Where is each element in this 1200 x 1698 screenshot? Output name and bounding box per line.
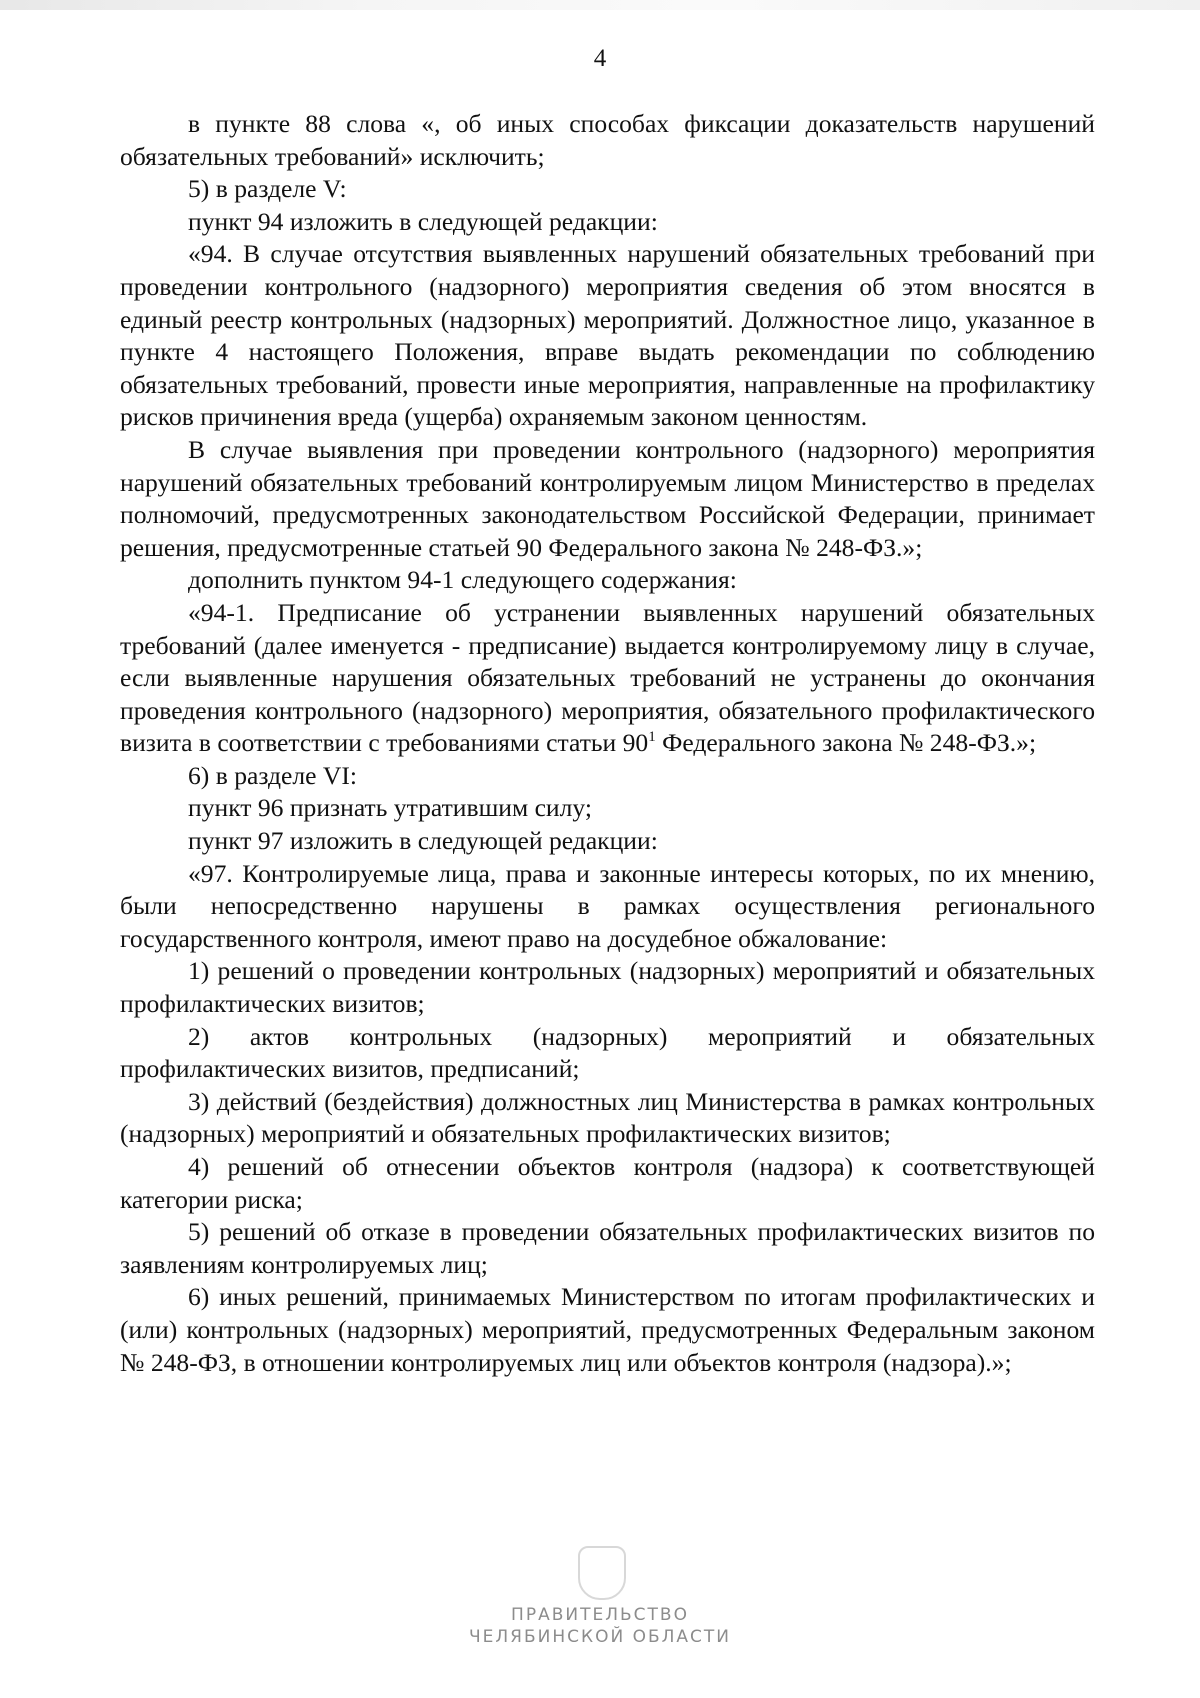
stamp-line-2: ЧЕЛЯБИНСКОЙ ОБЛАСТИ <box>468 1627 732 1647</box>
paragraph: в пункте 88 слова «, об иных способах фиксации доказательств нарушений обязательных требований» исключить; <box>120 109 1095 171</box>
list-item: 5) решений об отказе в проведении обязательных профилактических визитов по заявлениям контролируемых лиц; <box>120 1217 1095 1279</box>
paragraph-text: «94-1. Предписание об устранении выявленных нарушений обязательных требований (далее именуется - предписание) выдается контролируемому лицу в случае, если выявленные нарушения обязательных требований не устранены до окончания проведения контрольного (надзорного) мероприятия, обязательного профилактического визита в соответствии с требованиями статьи 90 <box>120 597 1095 758</box>
paragraph: пункт 97 изложить в следующей редакции: <box>188 826 658 856</box>
scan-edge <box>0 0 1200 10</box>
paragraph: пункт 96 признать утратившим силу; <box>188 793 592 823</box>
paragraph: В случае выявления при проведении контрольного (надзорного) мероприятия нарушений обязательных требований контролируемым лицом Министерство в пределах полномочий, предусмотренных законодательством Российской Федерации, принимает решения, предусмотренные статьей 90 Федерального закона № 248-ФЗ.»; <box>120 434 1095 562</box>
list-item: 6) иных решений, принимаемых Министерством по итогам профилактических и (или) контрольных (надзорных) мероприятий, предусмотренных Федеральным законом № 248-ФЗ, в отношении контролируемых лиц или объектов контроля (надзора).»; <box>120 1282 1095 1377</box>
paragraph: «94. В случае отсутствия выявленных нарушений обязательных требований при проведении контрольного (надзорного) мероприятия сведения об этом вносятся в единый реестр контрольных (надзорных) мероприятий. Должностное лицо, указанное в пункте 4 настоящего Положения, вправе выдать рекомендации по соблюдению обязательных требований, провести иные мероприятия, направленные на профилактику рисков причинения вреда (ущерба) охраняемым законом ценностям. <box>120 239 1095 432</box>
paragraph: дополнить пунктом 94-1 следующего содержания: <box>188 565 737 595</box>
seal-icon <box>578 1546 626 1600</box>
paragraph: «97. Контролируемые лица, права и законные интересы которых, по их мнению, были непосредственно нарушены в рамках осуществления регионального государственного контроля, имеют право на досудебное обжалование: <box>120 858 1095 953</box>
list-item: 1) решений о проведении контрольных (надзорных) мероприятий и обязательных профилактических визитов; <box>120 956 1095 1019</box>
superscript: 1 <box>648 729 656 746</box>
paragraph: 5) в разделе V: <box>188 174 347 204</box>
paragraph-with-superscript <box>120 597 1095 760</box>
document-body <box>120 108 1095 1379</box>
paragraph: 6) в разделе VI: <box>188 760 358 790</box>
paragraph: пункт 94 изложить в следующей редакции: <box>188 206 658 236</box>
list-item: 3) действий (бездействия) должностных лиц Министерства в рамках контрольных (надзорных) мероприятий и обязательных профилактических визитов; <box>120 1086 1095 1149</box>
stamp-line-1: ПРАВИТЕЛЬСТВО <box>511 1605 689 1625</box>
list-item: 2) актов контрольных (надзорных) мероприятий и обязательных профилактических визитов, предписаний; <box>120 1021 1095 1084</box>
list-item: 4) решений об отнесении объектов контроля (надзора) к соответствующей категории риска; <box>120 1152 1095 1214</box>
paragraph-text: Федерального закона № 248-ФЗ.»; <box>655 728 1037 758</box>
government-stamp <box>400 1588 800 1678</box>
page-number: 4 <box>593 45 607 72</box>
